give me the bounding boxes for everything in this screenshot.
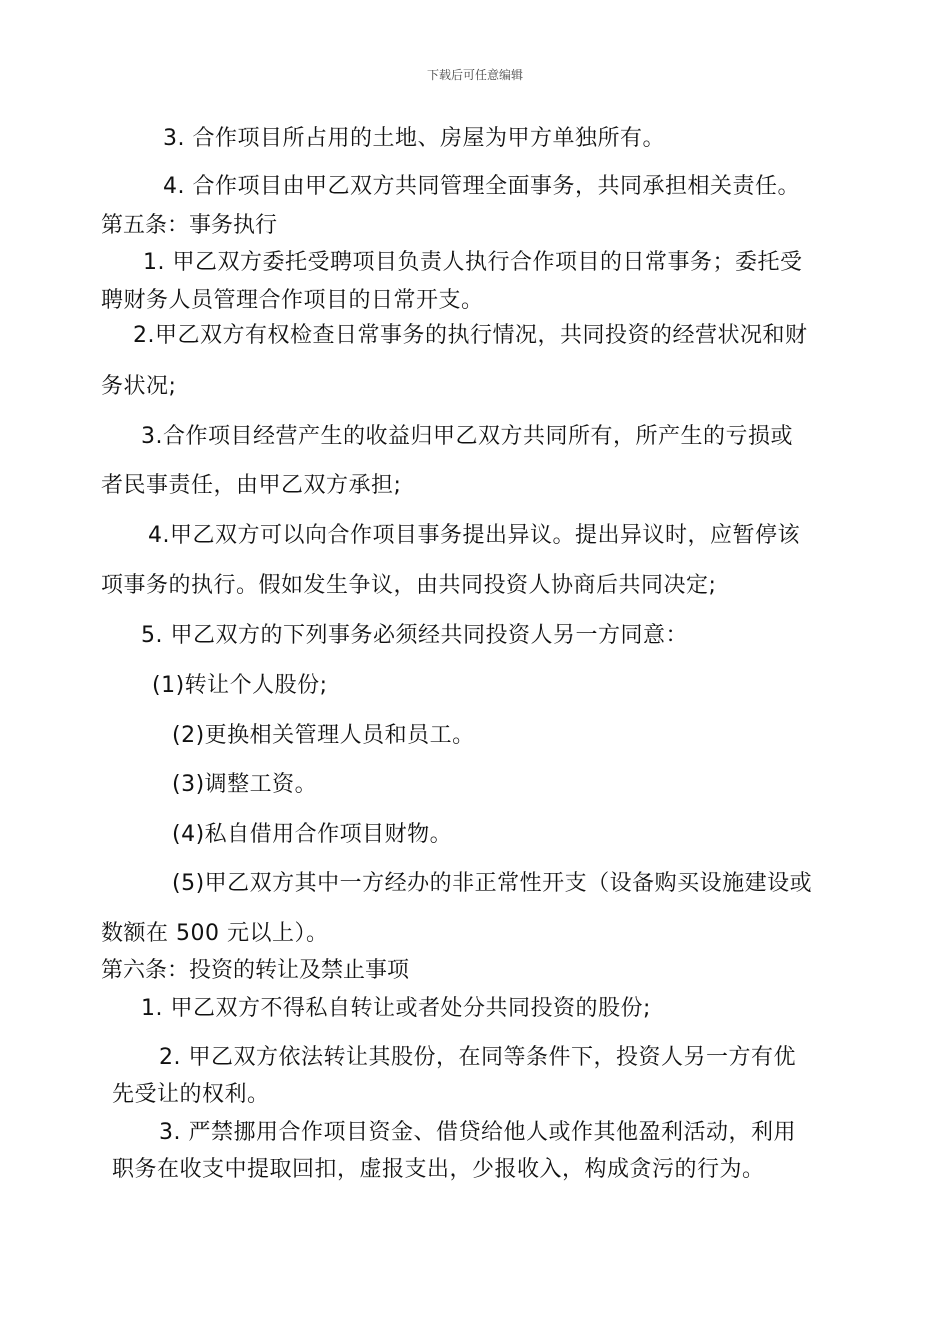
clause-5-item-3-line-2: 者民事责任，由甲乙双方承担; (101, 473, 402, 498)
clause-5-item-1-line-2: 聘财务人员管理合作项目的日常开支。 (101, 288, 484, 313)
clause-6-item-1: 1. 甲乙双方不得私自转让或者处分共同投资的股份; (141, 996, 651, 1021)
clause-5-heading: 第五条：事务执行 (101, 213, 278, 238)
clause-5-subitem-5-line-2: 数额在 500 元以上）。 (101, 921, 329, 946)
clause-6-item-2-line-1: 2. 甲乙双方依法转让其股份，在同等条件下，投资人另一方有优 (159, 1045, 796, 1070)
clause-4-item-4: 4. 合作项目由甲乙双方共同管理全面事务，共同承担相关责任。 (163, 174, 800, 199)
page-header: 下载后可任意编辑 (426, 68, 523, 82)
clause-5-item-2-line-1: 2.甲乙双方有权检查日常事务的执行情况，共同投资的经营状况和财 (133, 323, 808, 348)
clause-5-subitem-2: (2)更换相关管理人员和员工。 (172, 723, 475, 748)
clause-5-item-4-line-2: 项事务的执行。假如发生争议，由共同投资人协商后共同决定; (101, 573, 717, 598)
clause-5-subitem-3: (3)调整工资。 (172, 772, 318, 797)
clause-4-item-3: 3. 合作项目所占用的土地、房屋为甲方单独所有。 (163, 126, 665, 151)
clause-5-subitem-4: (4)私自借用合作项目财物。 (172, 822, 453, 847)
clause-5-subitem-1: (1)转让个人股份; (152, 673, 328, 698)
clause-5-item-1-line-1: 1. 甲乙双方委托受聘项目负责人执行合作项目的日常事务；委托受 (143, 250, 803, 275)
clause-5-item-3-line-1: 3.合作项目经营产生的收益归甲乙双方共同所有，所产生的亏损或 (141, 424, 793, 449)
clause-5-subitem-5-line-1: (5)甲乙双方其中一方经办的非正常性开支（设备购买设施建设或 (172, 871, 813, 896)
clause-6-item-2-line-2: 先受让的权利。 (112, 1082, 270, 1107)
clause-5-item-4-line-1: 4.甲乙双方可以向合作项目事务提出异议。提出异议时，应暂停该 (148, 523, 800, 548)
clause-6-item-3-line-2: 职务在收支中提取回扣，虚报支出，少报收入，构成贪污的行为。 (112, 1157, 765, 1182)
clause-5-item-2-line-2: 务状况; (101, 374, 177, 399)
clause-6-item-3-line-1: 3. 严禁挪用合作项目资金、借贷给他人或作其他盈利活动，利用 (159, 1120, 796, 1145)
clause-5-item-5: 5. 甲乙双方的下列事务必须经共同投资人另一方同意： (141, 623, 688, 648)
clause-6-heading: 第六条：投资的转让及禁止事项 (101, 958, 410, 983)
